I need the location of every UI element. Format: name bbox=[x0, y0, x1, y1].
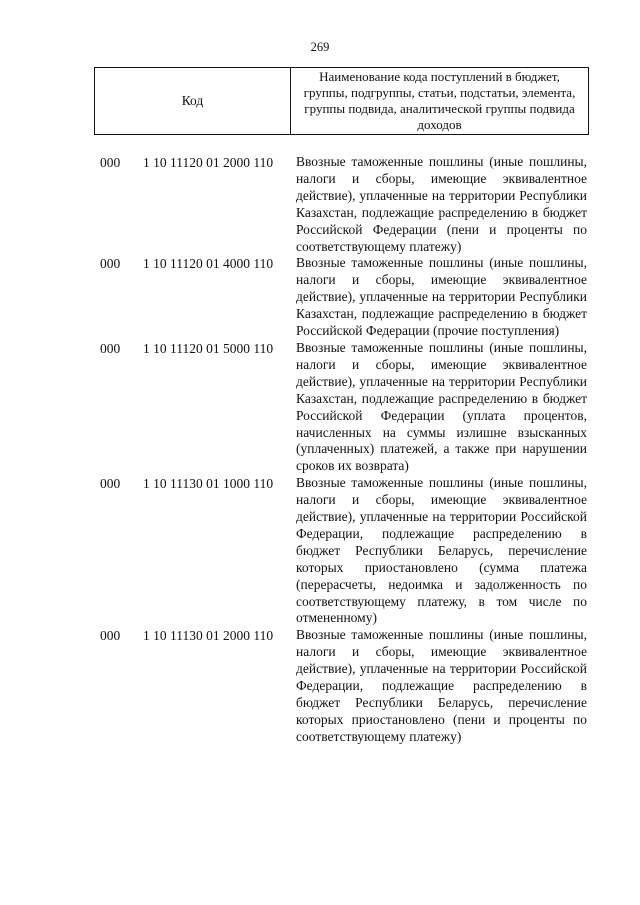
revenue-code: 1 10 11120 01 2000 110 bbox=[143, 155, 274, 170]
header-table bbox=[94, 67, 589, 135]
list-item bbox=[0, 475, 640, 627]
revenue-code: 1 10 11120 01 4000 110 bbox=[143, 256, 274, 272]
admin-code: 000 bbox=[100, 476, 121, 492]
header-name-cell: Наименование кода поступлений в бюджет, группы, подгруппы, статьи, подстатьи, элемента, группы подвида, аналитической группы подвида доходов bbox=[303, 69, 576, 132]
revenue-description: Ввозные таможенные пошлины (иные пошлины, налоги и сборы, имеющие эквивалентное действие), уплаченные на территории Российской Федерации, подлежащие распределению в бюджет Республики Беларусь, перечисление которых приостановлено (сумма платежа (перерасчеты, недоимка и задолженность по соответствующему платежу, в том числе по отмененному) bbox=[296, 475, 587, 626]
revenue-code: 1 10 11120 01 5000 110 bbox=[143, 340, 274, 356]
header-code-cell: Код bbox=[95, 68, 291, 134]
admin-code: 000 bbox=[100, 256, 121, 272]
admin-code: 000 bbox=[100, 628, 121, 644]
list-item bbox=[0, 340, 640, 475]
page-number: 269 bbox=[310, 40, 330, 54]
list-item bbox=[0, 255, 640, 340]
list-item bbox=[0, 154, 640, 255]
revenue-description: Ввозные таможенные пошлины (иные пошлины, налоги и сборы, имеющие эквивалентное действие), уплаченные на территории Республики Казахстан, подлежащие распределению в бюджет Российской Федерации (пени и проценты по соответствующему платежу) bbox=[296, 154, 587, 254]
list-item bbox=[0, 627, 640, 745]
revenue-code: 1 10 11130 01 1000 110 bbox=[143, 476, 274, 492]
revenue-code: 1 10 11130 01 2000 110 bbox=[143, 628, 274, 644]
revenue-description: Ввозные таможенные пошлины (иные пошлины, налоги и сборы, имеющие эквивалентное действие), уплаченные на территории Республики Казахстан, подлежащие распределению в бюджет Российской Федерации (уплата процентов, начисленных на суммы излишне взысканных (уплаченных) платежей, а также при нарушении сроков их возврата) bbox=[296, 339, 587, 474]
revenue-description: Ввозные таможенные пошлины (иные пошлины, налоги и сборы, имеющие эквивалентное действие), уплаченные на территории Российской Федерации, подлежащие распределению в бюджет Республики Беларусь, перечисление которых приостановлено (пени и проценты по соответствующему платежу) bbox=[296, 627, 587, 744]
admin-code: 000 bbox=[100, 155, 121, 170]
admin-code: 000 bbox=[100, 340, 121, 356]
code-list bbox=[0, 154, 640, 746]
revenue-description: Ввозные таможенные пошлины (иные пошлины, налоги и сборы, имеющие эквивалентное действие), уплаченные на территории Республики Казахстан, подлежащие распределению в бюджет Российской Федерации (прочие поступления) bbox=[296, 255, 587, 339]
